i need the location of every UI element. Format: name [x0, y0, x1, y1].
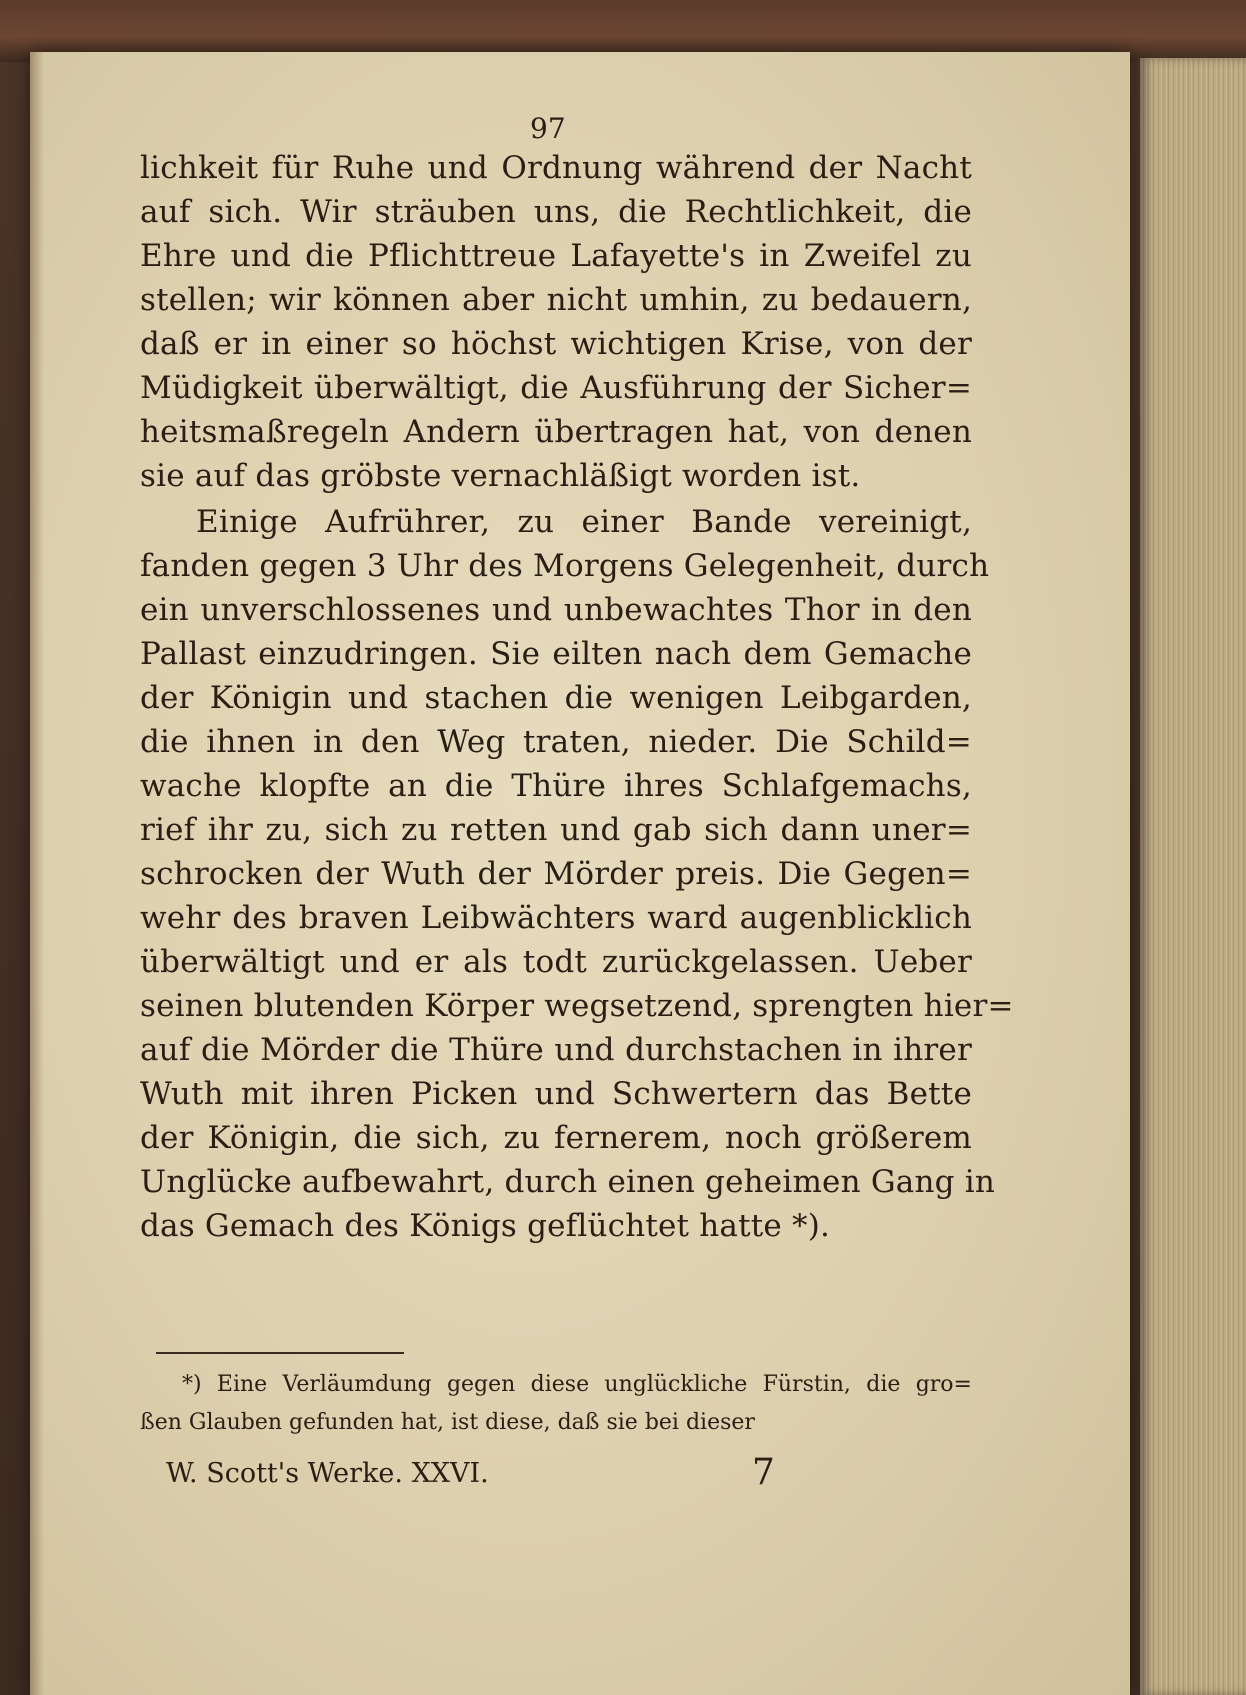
text-line: Pallast einzudringen. Sie eilten nach dem Gemache	[140, 636, 972, 672]
text-line: das Gemach des Königs geflüchtet hatte *).	[140, 1208, 831, 1244]
text-line: Wuth mit ihren Picken und Schwertern das Bette	[140, 1076, 972, 1112]
signature-mark: W. Scott's Werke. XXVI.	[166, 1458, 489, 1489]
text-line: heitsmaßregeln Andern übertragen hat, von denen	[140, 414, 972, 450]
text-line: Unglücke aufbewahrt, durch einen geheimen Gang in	[140, 1164, 996, 1200]
text-line: stellen; wir können aber nicht umhin, zu bedauern,	[140, 282, 972, 318]
text-line: auf sich. Wir sträuben uns, die Rechtlichkeit, die	[140, 194, 972, 230]
text-line: wehr des braven Leibwächters ward augenblicklich	[140, 900, 972, 936]
page-stack	[1140, 58, 1246, 1695]
text-line: der Königin, die sich, zu fernerem, noch größerem	[140, 1120, 972, 1156]
sheet-number: 7	[752, 1452, 775, 1493]
text-line: Einige Aufrührer, zu einer Bande vereinigt,	[196, 504, 972, 540]
page-number: 97	[530, 112, 566, 145]
text-line: auf die Mörder die Thüre und durchstachen in ihrer	[140, 1032, 972, 1068]
text-line: rief ihr zu, sich zu retten und gab sich dann uner=	[140, 812, 972, 848]
text-line: wache klopfte an die Thüre ihres Schlafgemachs,	[140, 768, 972, 804]
text-line: Ehre und die Pflichttreue Lafayette's in Zweifel zu	[140, 238, 972, 274]
text-line: überwältigt und er als todt zurückgelassen. Ueber	[140, 944, 972, 980]
text-line: der Königin und stachen die wenigen Leibgarden,	[140, 680, 972, 716]
text-line: die ihnen in den Weg traten, nieder. Die Schild=	[140, 724, 972, 760]
footnote-rule	[156, 1352, 404, 1354]
text-line: seinen blutenden Körper wegsetzend, sprengten hier=	[140, 988, 1014, 1024]
text-line: sie auf das gröbste vernachläßigt worden ist.	[140, 458, 861, 494]
page-gutter	[30, 52, 44, 1695]
footnote-line: ßen Glauben gefunden hat, ist diese, daß sie bei dieser	[140, 1410, 755, 1435]
footnote-line: *) Eine Verläumdung gegen diese unglückliche Fürstin, die gro=	[182, 1372, 972, 1397]
text-line: lichkeit für Ruhe und Ordnung während der Nacht	[140, 150, 972, 186]
text-line: ein unverschlossenes und unbewachtes Thor in den	[140, 592, 972, 628]
text-line: Müdigkeit überwältigt, die Ausführung der Sicher=	[140, 370, 972, 406]
text-line: schrocken der Wuth der Mörder preis. Die Gegen=	[140, 856, 972, 892]
text-line: fanden gegen 3 Uhr des Morgens Gelegenheit, durch	[140, 548, 990, 584]
text-line: daß er in einer so höchst wichtigen Krise, von der	[140, 326, 972, 362]
